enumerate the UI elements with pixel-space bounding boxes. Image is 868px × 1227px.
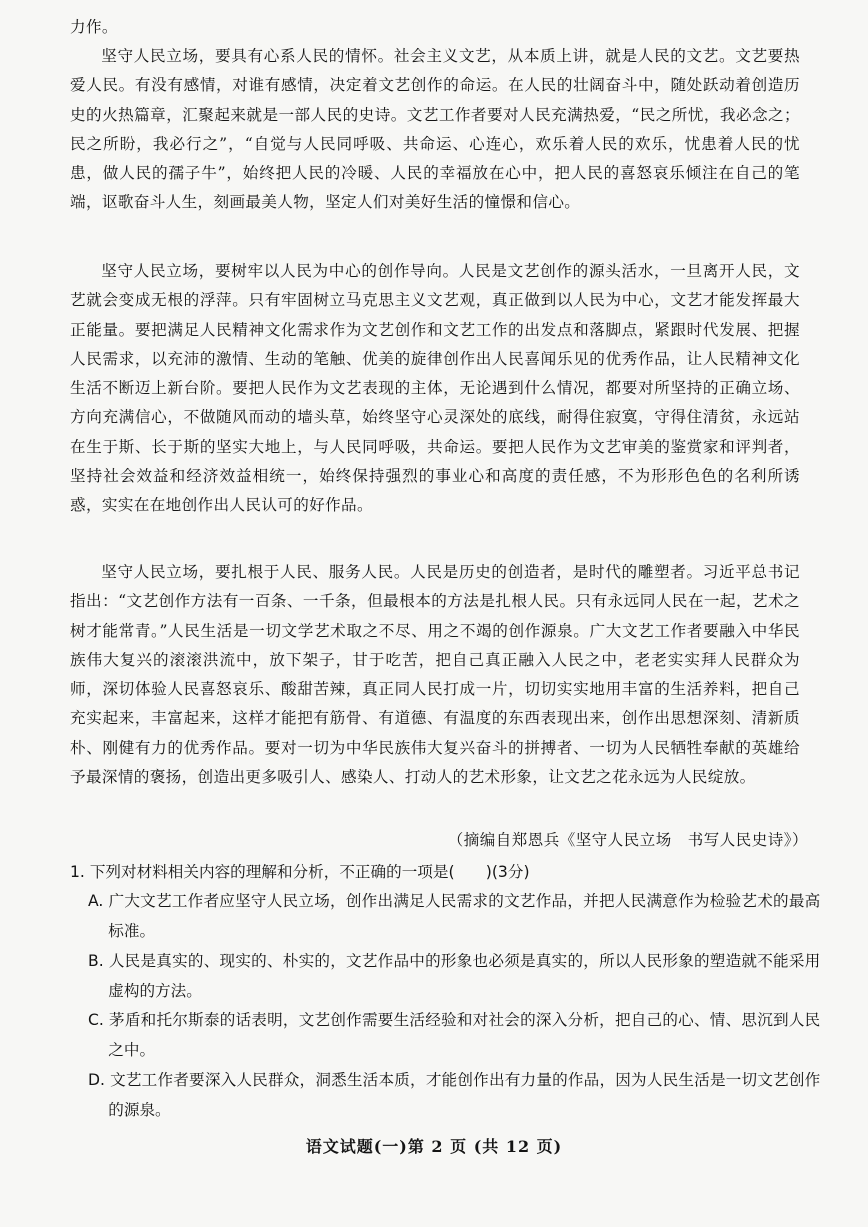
question-1-stem: 1. 下列对材料相关内容的理解和分析，不正确的一项是( )(3分) — [70, 863, 530, 881]
page-footer: 语文试题(一)第 2 页 (共 12 页) — [305, 1137, 563, 1156]
passage-paragraph-1: 坚守人民立场，要具有心系人民的情怀。社会主义文艺，从本质上讲，就是人民的文艺。文艺要热爱人民。有没有感情，对谁有感情，决定着文艺创作的命运。在人民的壮阔奋斗中，随处跃动着创造历史的火热篇章，汇聚起来就是一部人民的史诗。文艺工作者要对人民充满热爱，“民之所忧，我必念之；民之所盼，我必行之”，“自觉与人民同呼吸、共命运、心连心，欢乐着人民的欢乐，忧患着人民的忧患，做人民的孺子牛”，始终把人民的冷暖、人民的幸福放在心中，把人民的喜怒哀乐倾注在自己的笔端，讴歌奋斗人生，刻画最美人物，坚定人们对美好生活的憧憬和信心。 — [70, 47, 800, 212]
passage-source-citation: （摘编自郑恩兵《坚守人民立场 书写人民史诗》） — [447, 831, 808, 849]
question-1-option-d: D. 文艺工作者要深入人民群众，洞悉生活本质，才能创作出有力量的作品，因为人民生活是一切文艺创作的源泉。 — [88, 1071, 821, 1119]
question-1-option-b: B. 人民是真实的、现实的、朴实的，文艺作品中的形象也必须是真实的，所以人民形象的塑造就不能采用虚构的方法。 — [88, 952, 821, 1000]
passage-lead-fragment: 力作。 — [70, 18, 118, 36]
question-1-option-c: C. 茅盾和托尔斯泰的话表明，文艺创作需要生活经验和对社会的深入分析，把自己的心、情、思沉到人民之中。 — [88, 1011, 821, 1059]
passage-paragraph-3: 坚守人民立场，要扎根于人民、服务人民。人民是历史的创造者，是时代的雕塑者。习近平总书记指出：“文艺创作方法有一百条、一千条，但最根本的方法是扎根人民。只有永远同人民在一起，艺术之树才能常青。”人民生活是一切文学艺术取之不尽、用之不竭的创作源泉。广大文艺工作者要融入中华民族伟大复兴的滚滚洪流中，放下架子，甘于吃苦，把自己真正融入人民之中，老老实实拜人民群众为师，深切体验人民喜怒哀乐、酸甜苦辣，真正同人民打成一片，切切实实地用丰富的生活养料，把自己充实起来，丰富起来，这样才能把有筋骨、有道德、有温度的东西表现出来，创作出思想深刻、清新质朴、刚健有力的优秀作品。要对一切为中华民族伟大复兴奋斗的拼搏者、一切为人民牺牲奉献的英雄给予最深情的褒扬，创造出更多吸引人、感染人、打动人的艺术形象，让文艺之花永远为人民绽放。 — [70, 563, 800, 787]
question-1-option-a: A. 广大文艺工作者应坚守人民立场，创作出满足人民需求的文艺作品，并把人民满意作为检验艺术的最高标准。 — [88, 892, 821, 940]
passage-paragraph-2: 坚守人民立场，要树牢以人民为中心的创作导向。人民是文艺创作的源头活水，一旦离开人民，文艺就会变成无根的浮萍。只有牢固树立马克思主义文艺观，真正做到以人民为中心，文艺才能发挥最大正能量。要把满足人民精神文化需求作为文艺创作和文艺工作的出发点和落脚点，紧跟时代发展、把握人民需求，以充沛的激情、生动的笔触、优美的旋律创作出人民喜闻乐见的优秀作品，让人民精神文化生活不断迈上新台阶。要把人民作为文艺表现的主体，无论遇到什么情况，都要对所坚持的正确立场、方向充满信心，不做随风而动的墙头草，始终坚守心灵深处的底线，耐得住寂寞，守得住清贫，永远站在生于斯、长于斯的坚实大地上，与人民同呼吸，共命运。要把人民作为文艺审美的鉴赏家和评判者，坚持社会效益和经济效益相统一，始终保持强烈的事业心和高度的责任感，不为形形色色的名利所诱惑，实实在在地创作出人民认可的好作品。 — [70, 262, 800, 515]
